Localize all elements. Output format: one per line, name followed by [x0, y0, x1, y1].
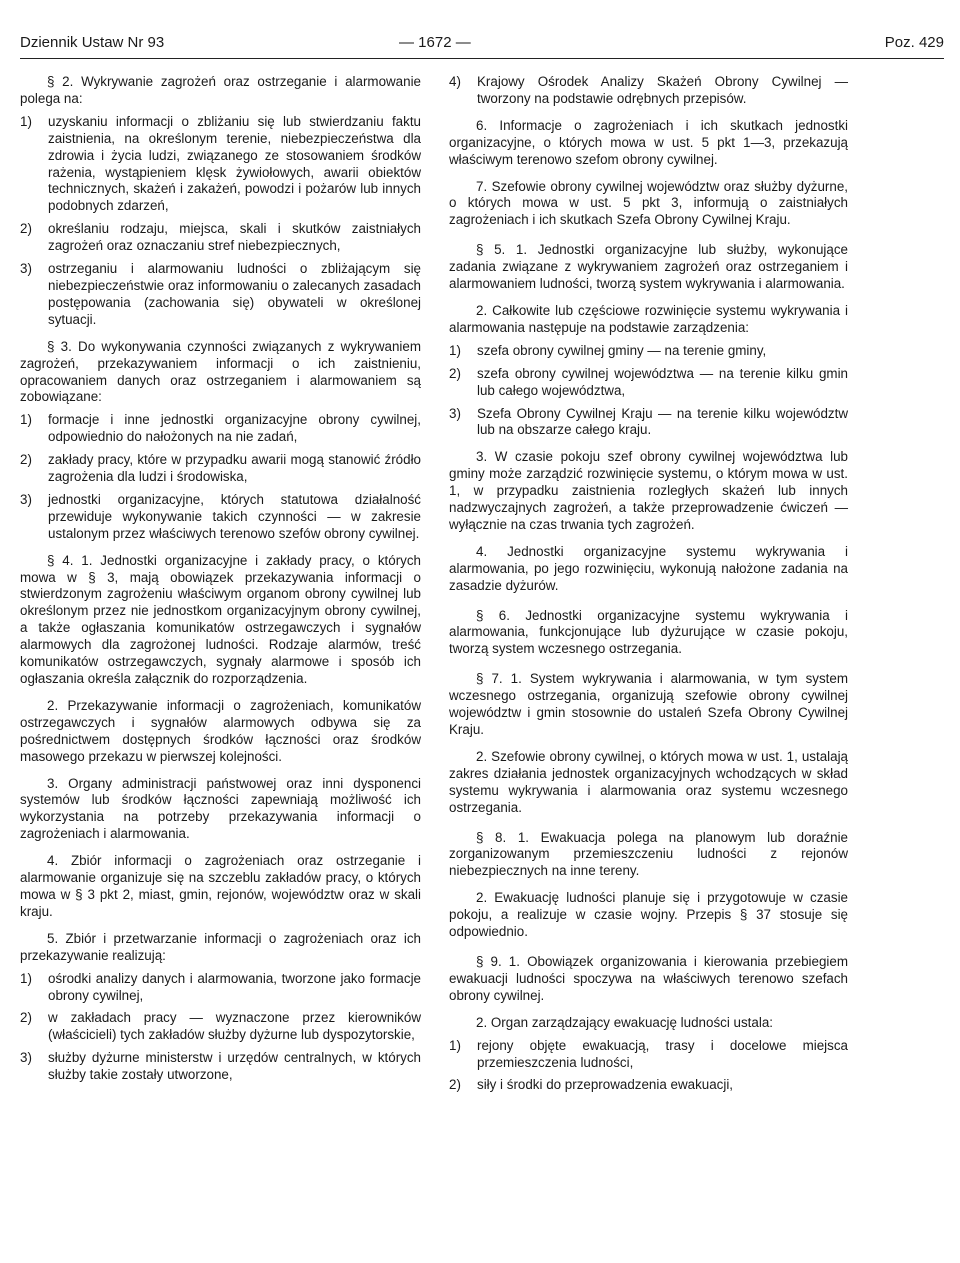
page-number: — 1672 — [399, 34, 471, 51]
list-item: 2) w zakładach pracy — wyznaczone przez kierowników (właścicieli) tych zakładów służby dyżurne lub dyspozytorskie, [20, 1010, 421, 1043]
paragraph-s5-2: 2. Całkowite lub częściowe rozwinięcie systemu wykrywania i alarmowania następuje na podstawie zarządzenia: [449, 302, 848, 335]
paragraph-s9-2: 2. Organ zarządzający ewakuację ludności ustala: [476, 1014, 773, 1030]
left-column [20, 74, 421, 1090]
paragraph-s9-1: § 9. 1. Obowiązek organizowania i kierowania przebiegiem ewakuacji ludności spoczywa na właściwych terenowo szefach obrony cywilnej. [449, 953, 848, 1003]
list-item: 2) zakłady pracy, które w przypadku awarii mogą stanowić źródło zagrożenia dla ludzi i środowiska, [20, 452, 421, 485]
paragraph-s8-2: 2. Ewakuację ludności planuje się i przygotowuje w czasie pokoju, a realizuje w czasie wojny. Przepis § 37 stosuje się odpowiednio. [449, 890, 848, 940]
list-item: 2) siły i środki do przeprowadzenia ewakuacji, [449, 1077, 734, 1093]
paragraph-s4-3: 3. Organy administracji państwowej oraz inni dysponenci systemów lub środków łączności zapewniają możliwość ich wykorzystania na potrzeby przekazywania informacji o zagrożeniach i alarmowania. [20, 775, 421, 842]
list-item: 1) uzyskaniu informacji o zbliżaniu się lub stwierdzaniu faktu zaistnienia, na określonym terenie, niebezpieczeństwa dla zdrowia i życia ludzi, związanego ze stosowaniem środków rażenia, wystąpieniem klęsk żywiołowych, awarii obiektów technicznych, skażeń i zakażeń, powodzi i pożarów lub innych podobnych zdarzeń, [20, 113, 421, 214]
list-item: 2) określaniu rodzaju, miejsca, skali i skutków zaistniałych zagrożeń oraz oznaczaniu stref niebezpiecznych, [20, 221, 421, 254]
paragraph-s5-3: 3. W czasie pokoju szef obrony cywilnej województwa lub gminy może zarządzić rozwinięcie systemu, o którym mowa w ust. 1, w przypadku zaistnienia rozległych skażeń lub innych nadzwyczajnych zagrożeń, a także przeprowadzenie ćwiczeń — wyłącznie na czas trwania tych zagrożeń. [449, 449, 848, 532]
list-item: 3) ostrzeganiu i alarmowaniu ludności o zbliżającym się niebezpieczeństwie oraz informowaniu o zalecanych zasadach postępowania (zachowania się) obywateli w określonej sytuacji. [20, 261, 421, 327]
list-item: 4) Krajowy Ośrodek Analizy Skażeń Obrony Cywilnej — tworzony na podstawie odrębnych przepisów. [449, 74, 848, 106]
paragraph-s6: § 6. Jednostki organizacyjne systemu wykrywania i alarmowania, funkcjonujące lub dyżurujące w czasie pokoju, tworzą system wczesnego ostrzegania. [449, 607, 848, 657]
paragraph-s4-1: § 4. 1. Jednostki organizacyjne i zakłady pracy, o których mowa w § 3, mają obowiązek przekazywania informacji o stwierdzonym zagrożeniu właściwym organom obrony cywilnej lub określonym przez nie jednostkom organizacyjnym obrony cywilnej, a także ogłaszania komunikatów ostrzegawczych i sygnałów alarmowych dla zagrożonej ludności. Rodzaje alarmów, treść komunikatów ostrzegawczych, sygnały alarmowe i sposób ich ogłaszania określa załącznik do rozporządzenia. [20, 552, 421, 686]
paragraph-s7-2: 2. Szefowie obrony cywilnej, o których mowa w ust. 1, ustalają zakres działania jednostek organizacyjnych wchodzących w skład systemu wykrywania i alarmowania oraz systemu wczesnego ostrzegania. [449, 748, 848, 815]
position-number: Poz. 429 [884, 34, 944, 51]
list-item: 3) Szefa Obrony Cywilnej Kraju — na terenie kilku województw lub na obszarze całego kraju. [449, 405, 848, 438]
paragraph-s4-6: 6. Informacje o zagrożeniach i ich skutkach jednostki organizacyjne, o których mowa w ust. 5 pkt 1—3, przekazują właściwym terenowo szefom obrony cywilnej. [449, 117, 848, 167]
paragraph-s4-7: 7. Szefowie obrony cywilnej województw oraz służby dyżurne, o których mowa w ust. 5 pkt 3, informują o zaistniałych zagrożeniach i ich skutkach Szefa Obrony Cywilnej Kraju. [449, 178, 848, 228]
list-item: 1) ośrodki analizy danych i alarmowania, tworzone jako formacje obrony cywilnej, [20, 970, 421, 1003]
paragraph-s3-intro: § 3. Do wykonywania czynności związanych z wykrywaniem zagrożeń, przekazywaniem informacji o ich zaistnieniu, opracowaniem danych oraz ostrzeganiem i alarmowaniem są zobowiązane: [20, 338, 421, 405]
list-item: 3) służby dyżurne ministerstw i urzędów centralnych, w których służby takie zostały utworzone, [20, 1050, 421, 1083]
paragraph-s2-intro: § 2. Wykrywanie zagrożeń oraz ostrzeganie i alarmowanie polega na: [20, 74, 421, 106]
paragraph-s4-5: 5. Zbiór i przetwarzanie informacji o zagrożeniach oraz ich przekazywanie realizują: [20, 930, 421, 963]
paragraph-s5-4: 4. Jednostki organizacyjne systemu wykrywania i alarmowania, po jego rozwinięciu, wykonują nałożone zadania na zasadzie dyżurów. [449, 543, 848, 593]
page-header [16, 34, 944, 56]
paragraph-s4-2: 2. Przekazywanie informacji o zagrożeniach, komunikatów ostrzegawczych i sygnałów alarmowych odbywa się za pośrednictwem dostępnych środków łączności oraz środków masowego przekazu w pierwszej kolejności. [20, 697, 421, 764]
journal-title: Dziennik Ustaw Nr 93 [20, 34, 165, 51]
list-item: 1) formacje i inne jednostki organizacyjne obrony cywilnej, odpowiednio do nałożonych na nie zadań, [20, 412, 421, 445]
right-column [449, 74, 848, 1100]
list-item: 1) rejony objęte ewakuacją, trasy i docelowe miejsca przemieszczenia ludności, [449, 1037, 848, 1070]
paragraph-s4-4: 4. Zbiór informacji o zagrożeniach oraz ostrzeganie i alarmowanie organizuje się na szczeblu zakładów pracy, o których mowa w § 3 pkt 2, miast, gmin, rejonów, województw oraz w skali kraju. [20, 853, 421, 919]
list-item: 2) szefa obrony cywilnej województwa — na terenie kilku gmin lub całego województwa, [449, 365, 848, 398]
paragraph-s5-1: § 5. 1. Jednostki organizacyjne lub służby, wykonujące zadania związane z wykrywaniem zagrożeń oraz ostrzeganiem i alarmowaniem ludności, tworzą system wykrywania i alarmowania. [449, 242, 848, 292]
paragraph-s7-1: § 7. 1. System wykrywania i alarmowania, w tym system wczesnego ostrzegania, organizują szefowie obrony cywilnej województw i gmin stosownie do ustaleń Szefa Obrony Cywilnej Kraju. [449, 671, 848, 737]
list-item: 1) szefa obrony cywilnej gminy — na terenie gminy, [449, 342, 767, 358]
paragraph-s8-1: § 8. 1. Ewakuacja polega na planowym lub doraźnie zorganizowanym przemieszczeniu ludności z rejonów niebezpiecznych na inne tereny. [449, 829, 848, 879]
header-rule [20, 58, 944, 59]
list-item: 3) jednostki organizacyjne, których statutowa działalność przewiduje wykonywanie takich czynności — w zakresie ustalonym przez właściwych terenowo szefów obrony cywilnej. [20, 491, 421, 541]
